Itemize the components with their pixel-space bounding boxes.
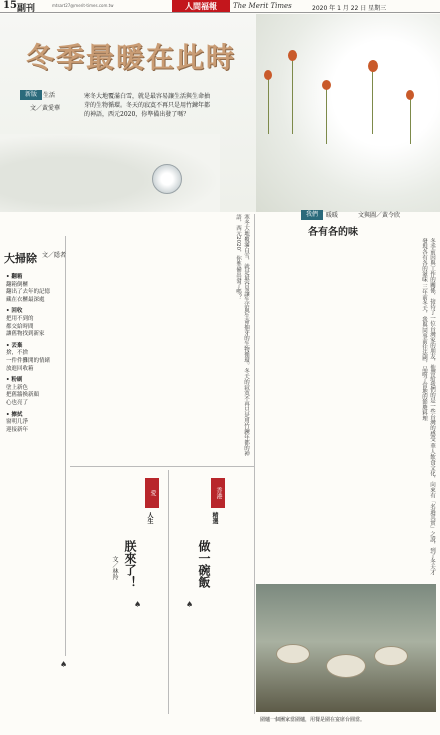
divider bbox=[70, 466, 254, 467]
hero-title: 冬季最暖在此時 bbox=[26, 41, 237, 74]
poem-line: 捨，不捨 bbox=[6, 350, 29, 357]
poem-section-title: • 擦拭 bbox=[6, 411, 23, 418]
article-tag-a-sub: 精選 bbox=[211, 512, 218, 524]
poem-section-title: • 翻箱 bbox=[6, 274, 23, 280]
right-body bbox=[258, 238, 436, 578]
snow-ground bbox=[0, 134, 220, 212]
right-paragraph: 三年前冬天，我與同事前往法國，品嚐了當地的節慶料理 bbox=[421, 283, 427, 422]
plant-stem bbox=[268, 74, 269, 134]
poem-line: 一件件攤開的情緒 bbox=[6, 357, 51, 364]
plant-bud bbox=[264, 70, 272, 80]
poem-line: 翻箱倒櫃 bbox=[6, 281, 29, 288]
page-number: 15 bbox=[3, 0, 17, 11]
plant-bud bbox=[322, 80, 331, 90]
intro-tag: 新版 bbox=[20, 90, 42, 100]
plate bbox=[276, 644, 310, 664]
spade-icon: ♠ bbox=[60, 660, 68, 669]
dining-photo bbox=[256, 584, 436, 712]
intro-author: 文／黃愛華 bbox=[30, 105, 61, 112]
poem-line: 塗上新色 bbox=[6, 384, 29, 391]
snow-photo bbox=[256, 14, 440, 212]
poem-section-title: • 粉刷 bbox=[6, 377, 23, 384]
poem-title: 大掃除 bbox=[4, 252, 37, 265]
article-tag-a: 香港 bbox=[211, 478, 225, 508]
plate bbox=[326, 654, 366, 678]
section-tag: 我們 bbox=[301, 210, 323, 220]
poem-line: 把用不到的 bbox=[6, 315, 34, 322]
poem-body bbox=[6, 270, 64, 434]
section-tag-sub: 暖暖 bbox=[326, 212, 339, 219]
article-tag-b: 愛 bbox=[145, 478, 159, 508]
plant-bud bbox=[406, 90, 414, 100]
right-paragraph: 冬季前因與工作的關係，接待了一位台灣家的朋友，他帶給我們的是一些台灣的感受 bbox=[429, 238, 435, 442]
section-name: 副刊 bbox=[17, 4, 36, 14]
poem-line: 藏在衣櫃最深處 bbox=[6, 296, 45, 303]
plant-bud bbox=[368, 60, 378, 72]
poem-line: 迎接新年 bbox=[6, 426, 29, 433]
plate bbox=[374, 646, 408, 666]
poem-line: 心也亮了 bbox=[6, 399, 29, 406]
page-header bbox=[0, 0, 440, 13]
poem-line: 把舊牆換新顏 bbox=[6, 392, 40, 399]
spade-icon: ♠ bbox=[186, 600, 194, 609]
right-title: 各有各的味 bbox=[308, 227, 358, 238]
masthead: 人間福報 bbox=[172, 0, 230, 12]
poem-line: 都交給時間 bbox=[6, 323, 34, 330]
article-title-a: 做一碗飯 bbox=[197, 540, 211, 588]
masthead-en: The Merit Times bbox=[233, 2, 292, 10]
poem-line: 翻出了去年的記憶 bbox=[6, 289, 51, 296]
plant-bud bbox=[288, 50, 297, 61]
poem-line: 放進回收箱 bbox=[6, 365, 34, 372]
photo-caption: 圍爐一個團家當圍爐，用餐是圍在宴席台圓當。 bbox=[260, 717, 366, 723]
hero-banner bbox=[0, 14, 440, 212]
snowflake-image bbox=[152, 164, 182, 194]
plant-stem bbox=[292, 54, 293, 134]
article-title-b: 朕來了！ bbox=[123, 540, 137, 588]
intro-text: 寒冬大地覆滿白雪，就是最容易讓生活與生命抽芽的生物循環。冬天的寂寞不再只是用竹鍊年都的神語，西元2020，你準備出發了嗎？ bbox=[84, 93, 211, 118]
poem-line: 讓舊物找到新家 bbox=[6, 331, 45, 338]
middle-body-a: 寒冬大地覆滿白雪，就是最容易讓生活與生命抽芽的生物循環。冬天的寂寞不再只是用竹鍊年都的神語，西元2020，你準備出發了嗎？ bbox=[235, 214, 249, 456]
divider bbox=[254, 214, 255, 714]
divider bbox=[168, 470, 169, 714]
poem-section-title: • 回收 bbox=[6, 308, 23, 315]
spade-icon: ♠ bbox=[134, 600, 142, 609]
intro-tag-sub: 生活 bbox=[43, 92, 56, 99]
right-byline: 文與圖／黃令欣 bbox=[358, 212, 401, 219]
article-byline-b: 文／林羚 bbox=[111, 556, 118, 580]
article-tag-b-sub: 人生 bbox=[146, 512, 153, 524]
plant-stem bbox=[326, 84, 327, 144]
poem-section-title: • 丟棄 bbox=[6, 342, 23, 349]
issue-date: 2020 年 1 月 22 日 星期三 bbox=[312, 5, 387, 12]
poem-byline: 文／隱者 bbox=[42, 252, 67, 259]
poem-line: 窗明几淨 bbox=[6, 419, 29, 426]
right-paragraph: 華人飲食文化，向來有「名過其實」之說，到了冬天才發現各有各的滋味 bbox=[421, 238, 435, 576]
plant-stem bbox=[372, 64, 373, 134]
plant-stem bbox=[410, 94, 411, 144]
site-email: mtsart27@merit-times.com.tw bbox=[52, 3, 114, 8]
